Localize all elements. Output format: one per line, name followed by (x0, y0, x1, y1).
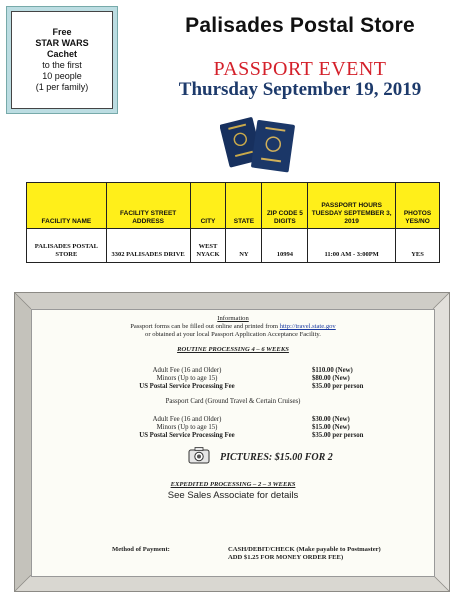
info-line-2: or obtained at your local Passport Application Acceptance Facility. (145, 331, 321, 338)
promo-line: Free (52, 27, 72, 37)
table-cell: YES (396, 229, 440, 263)
column-header: PASSPORT HOURS TUESDAY SEPTEMBER 3, 2019 (308, 183, 396, 229)
facility-table (26, 182, 440, 263)
table-cell: 11:00 AM - 3:00PM (308, 229, 396, 263)
info-line-1 (32, 323, 434, 331)
fee-label: US Postal Service Processing Fee (139, 432, 235, 439)
expedited-processing: EXPEDITED PROCESSING – 2 – 3 WEEKS (170, 481, 296, 488)
payment-method-text (228, 546, 381, 562)
payment-line: CASH/DEBIT/CHECK (Make payable to Postmaster) (228, 546, 381, 553)
camera-icon (188, 446, 210, 464)
fee-value: $80.00 (New) (312, 375, 350, 382)
info-text: Passport forms can be filled out online and printed from (130, 323, 280, 330)
table-cell: 10994 (262, 229, 308, 263)
fee-label: Minors (Up to age 15) (156, 424, 218, 431)
pictures-price: PICTURES: $15.00 FOR 2 (220, 452, 333, 463)
table-row (27, 229, 440, 263)
promo-line: (1 per family) (35, 82, 89, 92)
info-heading: Information (217, 315, 249, 322)
fee-value: $35.00 per person (312, 432, 364, 439)
fee-label: Adult Fee (16 and Older) (152, 416, 222, 423)
fee-value: $15.00 (New) (312, 424, 350, 431)
fee-value: $110.00 (New) (312, 367, 353, 374)
fee-label: Adult Fee (16 and Older) (152, 367, 222, 374)
store-title: Palisades Postal Store (185, 14, 415, 37)
travel-state-link[interactable]: http://travel.state.gov (279, 323, 336, 330)
promo-line: 10 people (42, 71, 82, 81)
promo-line: STAR WARS (35, 38, 89, 48)
promo-box (6, 6, 118, 114)
information-frame (14, 292, 450, 592)
payment-method-label: Method of Payment: (112, 546, 170, 553)
promo-inner (11, 11, 113, 109)
column-header: PHOTOS YES/NO (396, 183, 440, 229)
fee-label: Minors (Up to age 15) (156, 375, 218, 382)
column-header: FACILITY NAME (27, 183, 107, 229)
column-header: FACILITY STREET ADDRESS (106, 183, 190, 229)
event-date: Thursday September 19, 2019 (178, 79, 422, 100)
table-cell: WEST NYACK (190, 229, 226, 263)
table-cell: NY (226, 229, 262, 263)
information-panel (31, 309, 435, 577)
fee-label: US Postal Service Processing Fee (139, 383, 235, 390)
column-header: CITY (190, 183, 226, 229)
promo-line: Cachet (46, 49, 77, 59)
fee-value: $35.00 per person (312, 383, 364, 390)
promo-line: to the first (42, 60, 82, 70)
table-cell: PALISADES POSTAL STORE (27, 229, 107, 263)
table-header-row (27, 183, 440, 229)
passport-card-heading: Passport Card (Ground Travel & Certain Cruises) (165, 398, 301, 405)
fee-value: $30.00 (New) (312, 416, 350, 423)
passport-booklets-image (220, 112, 300, 174)
column-header: STATE (226, 183, 262, 229)
column-header: ZIP CODE 5 DIGITS (262, 183, 308, 229)
routine-processing-heading: ROUTINE PROCESSING 4 – 6 WEEKS (177, 346, 289, 353)
see-sales-associate: See Sales Associate for details (167, 490, 299, 501)
table-cell: 3302 PALISADES DRIVE (106, 229, 190, 263)
payment-line: ADD $1.25 FOR MONEY ORDER FEE) (228, 554, 344, 561)
event-title: PASSPORT EVENT (213, 58, 387, 80)
